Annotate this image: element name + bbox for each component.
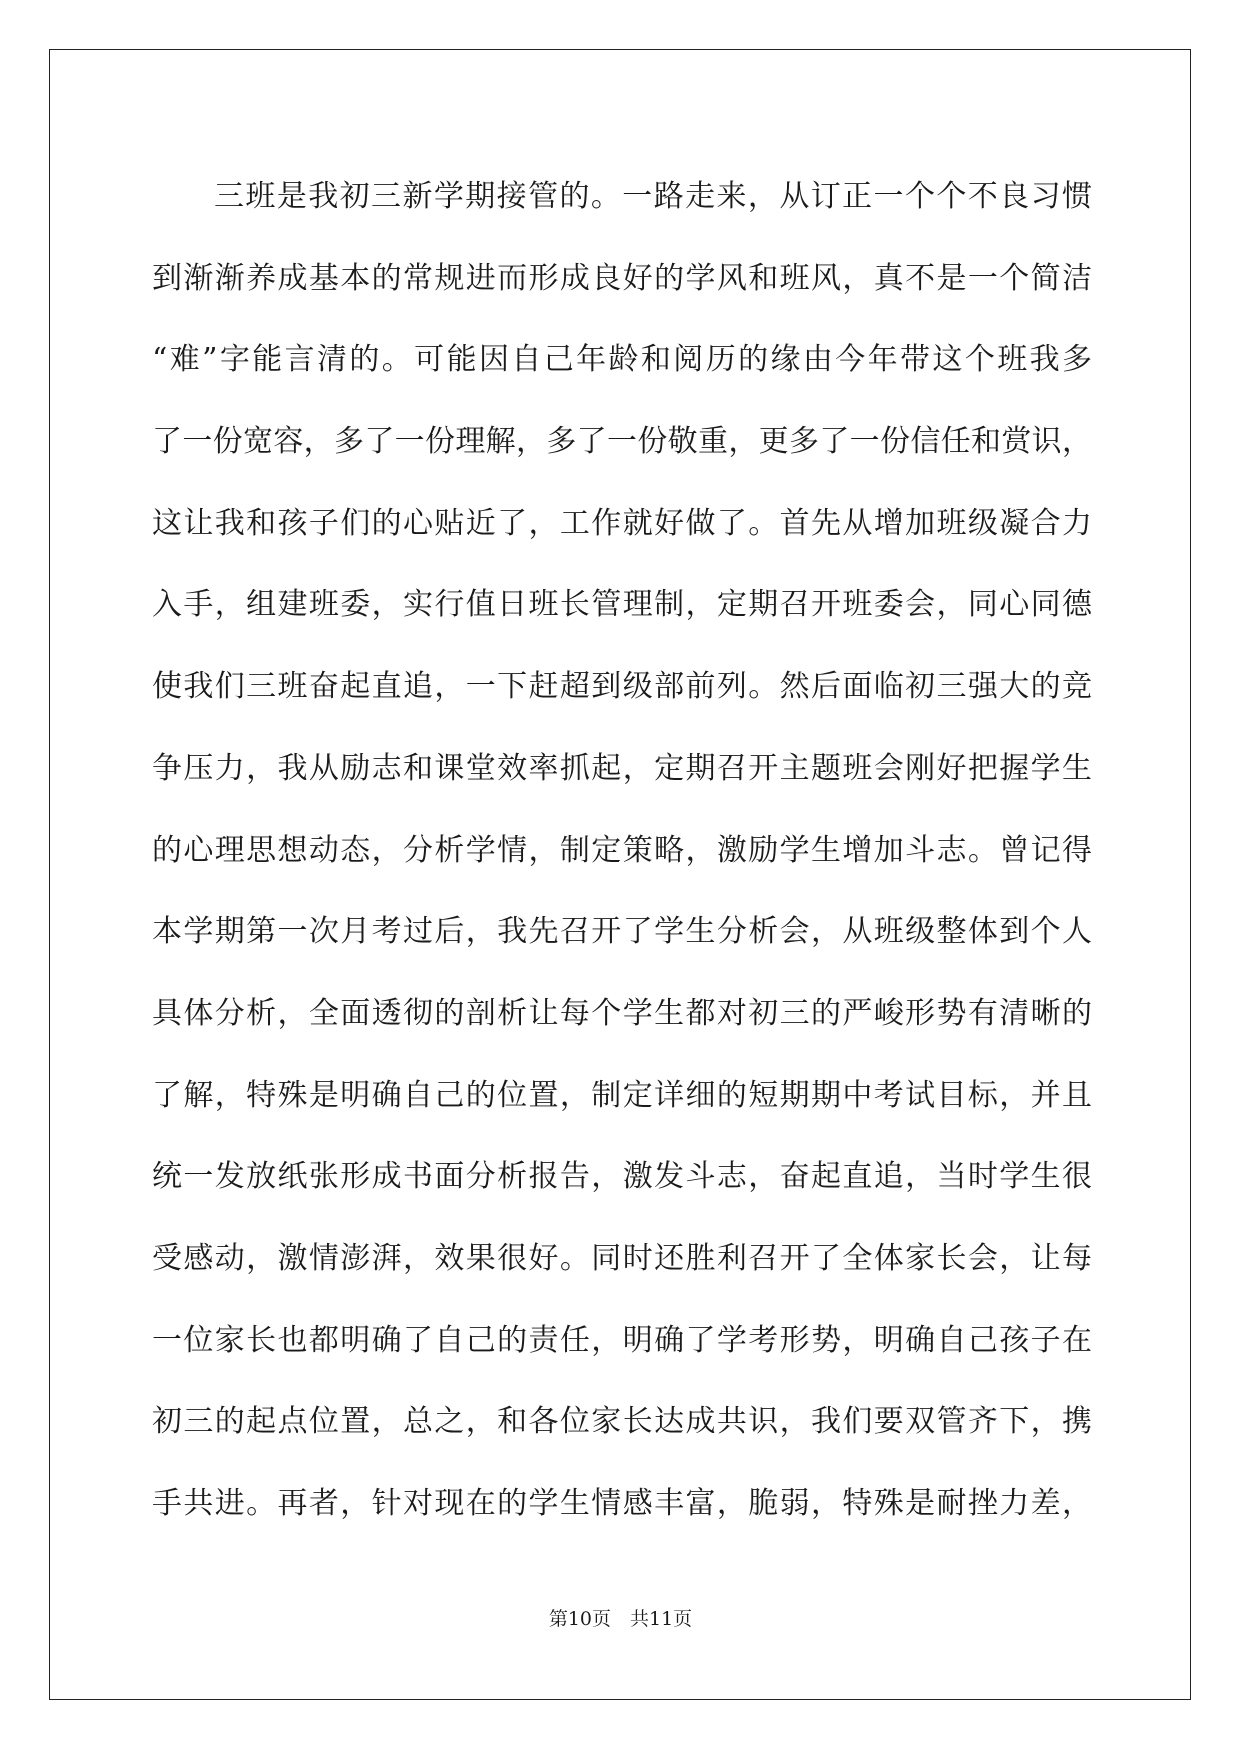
text-line: 手共进。再者，针对现在的学生情感丰富，脆弱，特殊是耐挫力差， [152,1486,1092,1521]
text-line: 具体分析，全面透彻的剖析让每个学生都对初三的严峻形势有清晰的 [152,995,1092,1031]
text-line: 入手，组建班委，实行值日班长管理制，定期召开班委会，同心同德 [152,587,1092,623]
text-line: 了解，特殊是明确自己的位置，制定详细的短期期中考试目标，并且 [152,1077,1092,1113]
text-line: 受感动，激情澎湃，效果很好。同时还胜利召开了全体家长会，让每 [152,1240,1092,1276]
text-line: 的心理思想动态，分析学情，制定策略，激励学生增加斗志。曾记得 [152,832,1092,868]
text-line: 使我们三班奋起直追，一下赶超到级部前列。然后面临初三强大的竞 [152,669,1092,705]
text-line: “难”字能言清的。可能因自己年龄和阅历的缘由今年带这个班我多 [152,342,1092,378]
body-paragraph [152,156,1092,1545]
text-line: 这让我和孩子们的心贴近了，工作就好做了。首先从增加班级凝合力 [152,505,1092,541]
text-line: 争压力，我从励志和课堂效率抓起，定期召开主题班会刚好把握学生 [152,750,1092,786]
page-footer: 第10页 共11页 [548,1608,693,1630]
text-line: 了一份宽容，多了一份理解，多了一份敬重，更多了一份信任和赏识， [152,424,1092,460]
text-line: 初三的起点位置，总之，和各位家长达成共识，我们要双管齐下，携 [152,1404,1092,1440]
text-line: 一位家长也都明确了自己的责任，明确了学考形势，明确自己孩子在 [152,1322,1092,1358]
text-line: 到渐渐养成基本的常规进而形成良好的学风和班风，真不是一个简洁 [152,260,1092,296]
text-line: 本学期第一次月考过后，我先召开了学生分析会，从班级整体到个人 [152,914,1092,950]
text-line: 统一发放纸张形成书面分析报告，激发斗志，奋起直追，当时学生很 [152,1159,1092,1195]
text-line: 三班是我初三新学期接管的。一路走来，从订正一个个不良习惯 [214,179,1092,214]
